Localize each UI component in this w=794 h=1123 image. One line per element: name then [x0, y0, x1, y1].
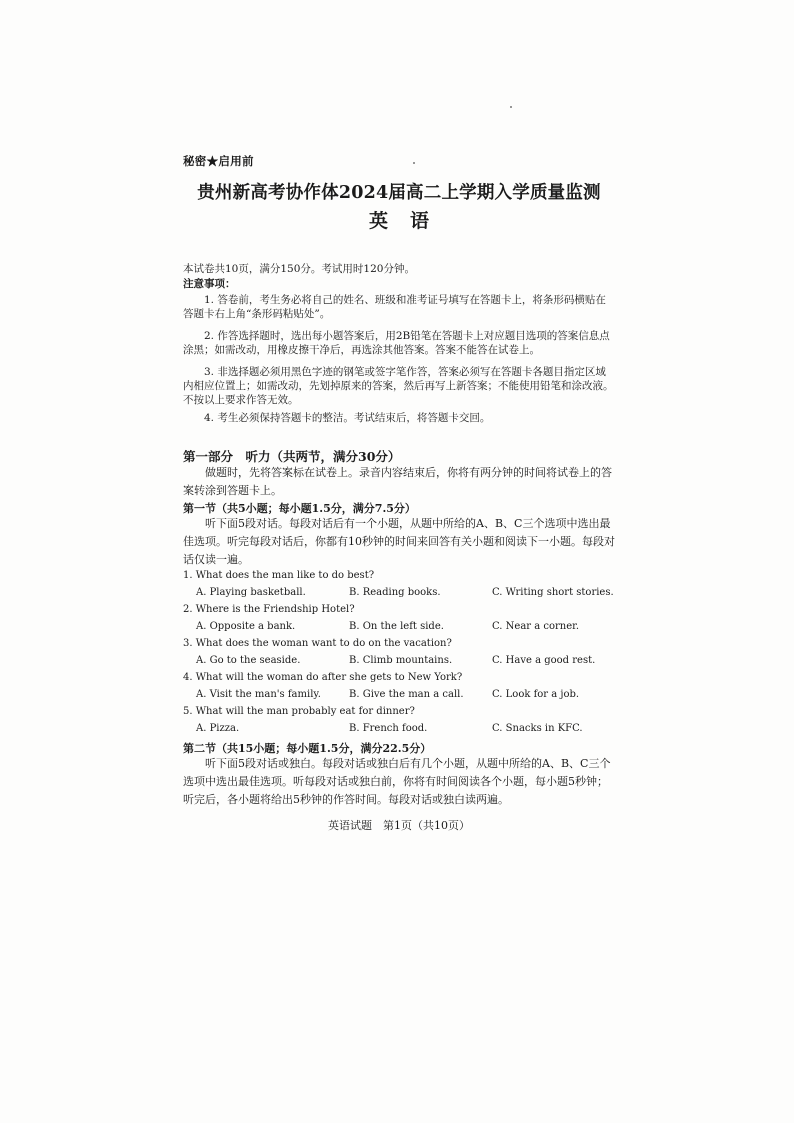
question-5-option-c: C. Snacks in KFC. — [492, 723, 583, 734]
question-5-option-b: B. French food. — [349, 723, 428, 734]
question-4-option-c: C. Look for a job. — [492, 689, 580, 700]
note-item-1: 1. 答卷前，考生务必将自己的姓名、班级和准考证号填写在答题卡上，将条形码横贴在答题卡右上角“条形码粘贴处”。 — [183, 294, 606, 320]
section2-instruction: 听下面5段对话或独白。每段对话或独白后有几个小题，从题中所给的A、B、C三个选项中选出最佳选项。听每段对话或独白前，你将有时间阅读各个小题，每小题5秒钟；听完后，各小题将给出5秒钟的作答时间。每段对话或独白读两遍。 — [183, 757, 611, 806]
scan-speck — [413, 162, 415, 164]
section1-instruction: 听下面5段对话。每段对话后有一个小题，从题中所给的A、B、C三个选项中选出最佳选项。听完每段对话后，你都有10秒钟的时间来回答有关小题和阅读下一小题。每段对话仅读一遍。 — [183, 517, 615, 566]
question-2-option-b: B. On the left side. — [349, 621, 444, 632]
question-3: 3. What does the woman want to do on the vacation? — [183, 638, 452, 649]
question-3-option-a: A. Go to the seaside. — [196, 655, 301, 666]
page-footer: 英语试题 第1页（共10页） — [328, 819, 470, 832]
scan-speck — [510, 106, 512, 108]
question-4-option-b: B. Give the man a call. — [349, 689, 464, 700]
notes-heading: 注意事项： — [183, 278, 236, 290]
question-5: 5. What will the man probably eat for dinner? — [183, 706, 415, 717]
question-4: 4. What will the woman do after she gets to New York? — [183, 672, 463, 683]
question-3-option-b: B. Climb mountains. — [349, 655, 453, 666]
question-2-option-a: A. Opposite a bank. — [196, 621, 296, 632]
part1-heading: 第一部分 听力（共两节，满分30分） — [183, 449, 401, 464]
question-3-option-c: C. Have a good rest. — [492, 655, 596, 666]
part1-instruction: 做题时，先将答案标在试卷上。录音内容结束后，你将有两分钟的时间将试卷上的答案转涂到答题卡上。 — [183, 466, 612, 497]
question-1-option-a: A. Playing basketball. — [196, 587, 306, 598]
note-item-3: 3. 非选择题必须用黑色字迹的钢笔或签字笔作答，答案必须写在答题卡各题目指定区域内相应位置上；如需改动，先划掉原来的答案，然后再写上新答案；不能使用铅笔和涂改液。不按以上要求作答无效。 — [183, 366, 614, 406]
question-2: 2. Where is the Friendship Hotel? — [183, 604, 355, 615]
question-1: 1. What does the man like to do best? — [183, 570, 375, 581]
confidential-mark: 秘密★启用前 — [183, 154, 254, 168]
question-1-option-c: C. Writing short stories. — [492, 587, 614, 598]
question-2-option-c: C. Near a corner. — [492, 621, 580, 632]
note-item-2: 2. 作答选择题时，选出每小题答案后，用2B铅笔在答题卡上对应题目选项的答案信息点涂黑；如需改动，用橡皮擦干净后，再选涂其他答案。答案不能答在试卷上。 — [183, 330, 610, 356]
exam-intro: 本试卷共10页，满分150分。考试用时120分钟。 — [183, 263, 415, 275]
question-5-option-a: A. Pizza. — [196, 723, 240, 734]
section1-heading: 第一节（共5小题；每小题1.5分，满分7.5分） — [183, 502, 416, 515]
section2-heading: 第二节（共15小题；每小题1.5分，满分22.5分） — [183, 742, 432, 755]
question-1-option-b: B. Reading books. — [349, 587, 441, 598]
exam-title: 贵州新高考协作体2024届高二上学期入学质量监测 — [197, 183, 601, 203]
question-4-option-a: A. Visit the man's family. — [196, 689, 321, 700]
note-item-4: 4. 考生必须保持答题卡的整洁。考试结束后，将答题卡交回。 — [204, 412, 491, 424]
subject-title: 英语 — [368, 210, 451, 232]
